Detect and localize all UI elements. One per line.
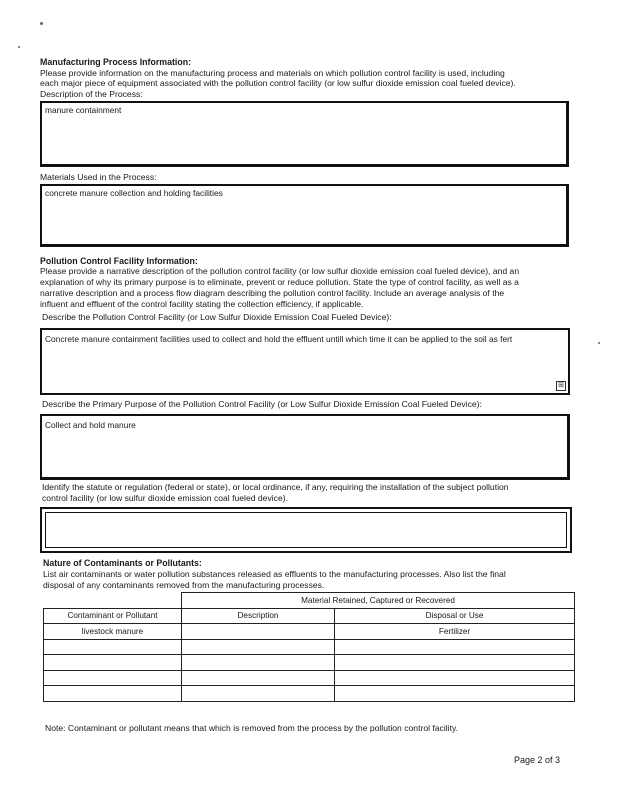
table-group-header-row (44, 593, 575, 609)
table-row (44, 670, 575, 686)
pollution-heading: Pollution Control Facility Information: (40, 256, 198, 266)
column-header: Description (182, 608, 335, 624)
describe-facility-label: Describe the Pollution Control Facility (or Low Sulfur Dioxide Emission Coal Fueled Device): (42, 312, 392, 322)
expand-icon[interactable]: ⊞ (556, 381, 566, 391)
describe-facility-value: Concrete manure containment facilities used to collect and hold the effluent untill which time it can be applied to the soil as fert (45, 334, 513, 344)
table-cell[interactable] (335, 639, 575, 655)
scan-speck (598, 342, 600, 344)
table-row (44, 655, 575, 671)
table-corner-cell (44, 593, 182, 609)
contaminants-heading: Nature of Contaminants or Pollutants: (43, 558, 202, 568)
table-cell[interactable]: Fertilizer (335, 624, 575, 640)
manufacturing-instructions-1: Please provide information on the manufacturing process and materials on which pollution control facility is used, including (40, 68, 505, 78)
table-row (44, 686, 575, 702)
materials-value: concrete manure collection and holding facilities (45, 188, 223, 198)
pollution-instructions-3: narrative description and a process flow diagram describing the pollution control facility. Include an average analysis of the (40, 288, 505, 298)
page-number: Page 2 of 3 (514, 755, 561, 765)
table-cell[interactable] (44, 686, 182, 702)
manufacturing-instructions-2: each major piece of equipment associated with the pollution control facility (or low sulfur dioxide emission coal fueled device). (40, 78, 516, 88)
materials-label: Materials Used in the Process: (40, 172, 157, 182)
statute-label-2: control facility (or low sulfur dioxide emission coal fueled device). (42, 493, 288, 503)
pollution-instructions-4: influent and effluent of the control facility stating the collection efficiency, if applicable. (40, 299, 364, 309)
table-row (44, 639, 575, 655)
scan-speck (18, 46, 20, 48)
description-field[interactable] (40, 101, 569, 167)
table-cell[interactable] (182, 624, 335, 640)
statute-label-1: Identify the statute or regulation (federal or state), or local ordinance, if any, requiring the installation of the subject pollution (42, 482, 509, 492)
describe-facility-field[interactable] (40, 328, 570, 395)
description-value: manure containment (45, 105, 122, 115)
table-cell[interactable] (182, 655, 335, 671)
table-cell[interactable] (44, 655, 182, 671)
purpose-label: Describe the Primary Purpose of the Pollution Control Facility (or Low Sulfur Dioxide Emission Coal Fueled Device): (42, 399, 482, 409)
material-retained-header: Material Retained, Captured or Recovered (182, 593, 575, 609)
contaminants-table (43, 592, 575, 702)
contaminants-instructions-2: disposal of any contaminants removed from the manufacturing processes. (43, 580, 325, 590)
scan-speck (40, 22, 43, 25)
table-cell[interactable] (335, 655, 575, 671)
table-cell[interactable] (182, 670, 335, 686)
pollution-instructions-1: Please provide a narrative description of the pollution control facility (or low sulfur dioxide emission coal fueled device), and an (40, 266, 520, 276)
statute-inner-frame (45, 512, 567, 548)
table-cell[interactable] (44, 670, 182, 686)
note-text: Note: Contaminant or pollutant means that which is removed from the process by the pollution control facility. (45, 723, 459, 733)
manufacturing-heading: Manufacturing Process Information: (40, 57, 192, 67)
table-cell[interactable] (182, 639, 335, 655)
table-cell[interactable] (335, 670, 575, 686)
table-cell[interactable] (335, 686, 575, 702)
contaminants-instructions-1: List air contaminants or water pollution substances released as effluents to the manufacturing processes. Also list the final (43, 569, 506, 579)
table-row (44, 624, 575, 640)
purpose-value: Collect and hold manure (45, 420, 136, 430)
table-cell[interactable]: livestock manure (44, 624, 182, 640)
purpose-field[interactable] (40, 414, 570, 480)
table-cell[interactable] (44, 639, 182, 655)
table-header-row (44, 608, 575, 624)
materials-field[interactable] (40, 184, 569, 247)
table-cell[interactable] (182, 686, 335, 702)
column-header: Disposal or Use (335, 608, 575, 624)
description-label: Description of the Process: (40, 89, 143, 99)
statute-field[interactable] (40, 507, 572, 553)
pollution-instructions-2: explanation of why its primary purpose is to eliminate, prevent or reduce pollution. State the type of control facility, as well as a (40, 277, 519, 287)
column-header: Contaminant or Pollutant (44, 608, 182, 624)
